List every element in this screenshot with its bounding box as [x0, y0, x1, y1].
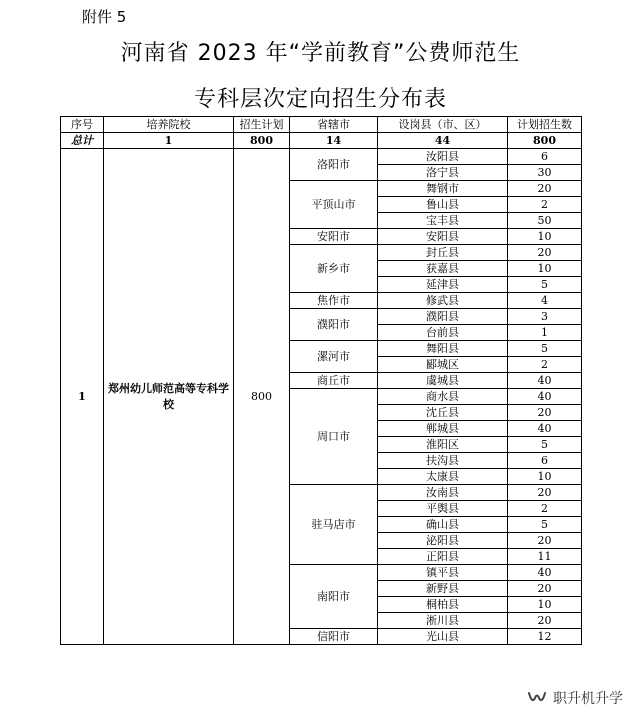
county-cell: 汝阳县 — [378, 149, 508, 165]
county-cell: 商水县 — [378, 389, 508, 405]
wechat-channel-icon — [527, 690, 547, 706]
total-cities: 14 — [290, 133, 378, 149]
county-cell: 鲁山县 — [378, 197, 508, 213]
county-cell: 封丘县 — [378, 245, 508, 261]
total-quota: 800 — [508, 133, 582, 149]
quota-cell: 5 — [508, 437, 582, 453]
quota-cell: 3 — [508, 309, 582, 325]
quota-cell: 40 — [508, 565, 582, 581]
quota-cell: 20 — [508, 533, 582, 549]
quota-cell: 4 — [508, 293, 582, 309]
county-cell: 洛宁县 — [378, 165, 508, 181]
county-cell: 新野县 — [378, 581, 508, 597]
quota-cell: 10 — [508, 261, 582, 277]
quota-cell: 2 — [508, 501, 582, 517]
county-cell: 延津县 — [378, 277, 508, 293]
county-cell: 确山县 — [378, 517, 508, 533]
quota-cell: 1 — [508, 325, 582, 341]
quota-cell: 5 — [508, 277, 582, 293]
table-row — [61, 149, 582, 165]
header-school: 培养院校 — [104, 117, 234, 133]
county-cell: 汝南县 — [378, 485, 508, 501]
county-cell: 扶沟县 — [378, 453, 508, 469]
quota-cell: 6 — [508, 149, 582, 165]
city-cell: 平顶山市 — [290, 181, 378, 229]
header-plan: 招生计划 — [234, 117, 290, 133]
city-cell: 南阳市 — [290, 565, 378, 629]
city-cell: 濮阳市 — [290, 309, 378, 341]
total-plan: 800 — [234, 133, 290, 149]
county-cell: 光山县 — [378, 629, 508, 645]
county-cell: 郸城县 — [378, 421, 508, 437]
county-cell: 台前县 — [378, 325, 508, 341]
entry-plan: 800 — [234, 149, 290, 645]
quota-cell: 10 — [508, 597, 582, 613]
quota-cell: 40 — [508, 373, 582, 389]
total-counties: 44 — [378, 133, 508, 149]
watermark-text: 职升机升学 — [553, 691, 623, 707]
entry-index: 1 — [61, 149, 104, 645]
city-cell: 信阳市 — [290, 629, 378, 645]
header-quota: 计划招生数 — [508, 117, 582, 133]
county-cell: 淮阳区 — [378, 437, 508, 453]
county-cell: 宝丰县 — [378, 213, 508, 229]
county-cell: 获嘉县 — [378, 261, 508, 277]
county-cell: 镇平县 — [378, 565, 508, 581]
quota-cell: 12 — [508, 629, 582, 645]
county-cell: 桐柏县 — [378, 597, 508, 613]
county-cell: 郾城区 — [378, 357, 508, 373]
county-cell: 沈丘县 — [378, 405, 508, 421]
city-cell: 新乡市 — [290, 245, 378, 293]
county-cell: 舞钢市 — [378, 181, 508, 197]
header-index: 序号 — [61, 117, 104, 133]
quota-cell: 2 — [508, 357, 582, 373]
quota-cell: 20 — [508, 181, 582, 197]
county-cell: 安阳县 — [378, 229, 508, 245]
header-county: 设岗县（市、区） — [378, 117, 508, 133]
city-cell: 周口市 — [290, 389, 378, 485]
county-cell: 正阳县 — [378, 549, 508, 565]
watermark — [527, 688, 623, 708]
quota-cell: 5 — [508, 517, 582, 533]
quota-cell: 2 — [508, 197, 582, 213]
city-cell: 漯河市 — [290, 341, 378, 373]
quota-cell: 20 — [508, 245, 582, 261]
county-cell: 淅川县 — [378, 613, 508, 629]
county-cell: 太康县 — [378, 469, 508, 485]
quota-cell: 10 — [508, 229, 582, 245]
county-cell: 平舆县 — [378, 501, 508, 517]
county-cell: 泌阳县 — [378, 533, 508, 549]
page-title: 河南省 2023 年“学前教育”公费师范生 — [120, 41, 521, 66]
city-cell: 洛阳市 — [290, 149, 378, 181]
quota-cell: 6 — [508, 453, 582, 469]
county-cell: 濮阳县 — [378, 309, 508, 325]
quota-cell: 40 — [508, 421, 582, 437]
quota-cell: 20 — [508, 405, 582, 421]
header-city: 省辖市 — [290, 117, 378, 133]
entry-school: 郑州幼儿师范高等专科学校 — [104, 149, 234, 645]
quota-cell: 30 — [508, 165, 582, 181]
quota-cell: 20 — [508, 485, 582, 501]
quota-cell: 20 — [508, 613, 582, 629]
table-header-row — [61, 117, 582, 133]
total-schools: 1 — [104, 133, 234, 149]
county-cell: 虞城县 — [378, 373, 508, 389]
total-label: 总计 — [61, 133, 104, 149]
quota-cell: 50 — [508, 213, 582, 229]
city-cell: 安阳市 — [290, 229, 378, 245]
quota-cell: 5 — [508, 341, 582, 357]
distribution-table — [60, 116, 582, 645]
city-cell: 驻马店市 — [290, 485, 378, 565]
county-cell: 舞阳县 — [378, 341, 508, 357]
attachment-label: 附件 5 — [82, 8, 127, 26]
quota-cell: 11 — [508, 549, 582, 565]
quota-cell: 20 — [508, 581, 582, 597]
quota-cell: 40 — [508, 389, 582, 405]
city-cell: 商丘市 — [290, 373, 378, 389]
total-row — [61, 133, 582, 149]
county-cell: 修武县 — [378, 293, 508, 309]
page-subtitle: 专科层次定向招生分布表 — [193, 87, 447, 112]
city-cell: 焦作市 — [290, 293, 378, 309]
quota-cell: 10 — [508, 469, 582, 485]
